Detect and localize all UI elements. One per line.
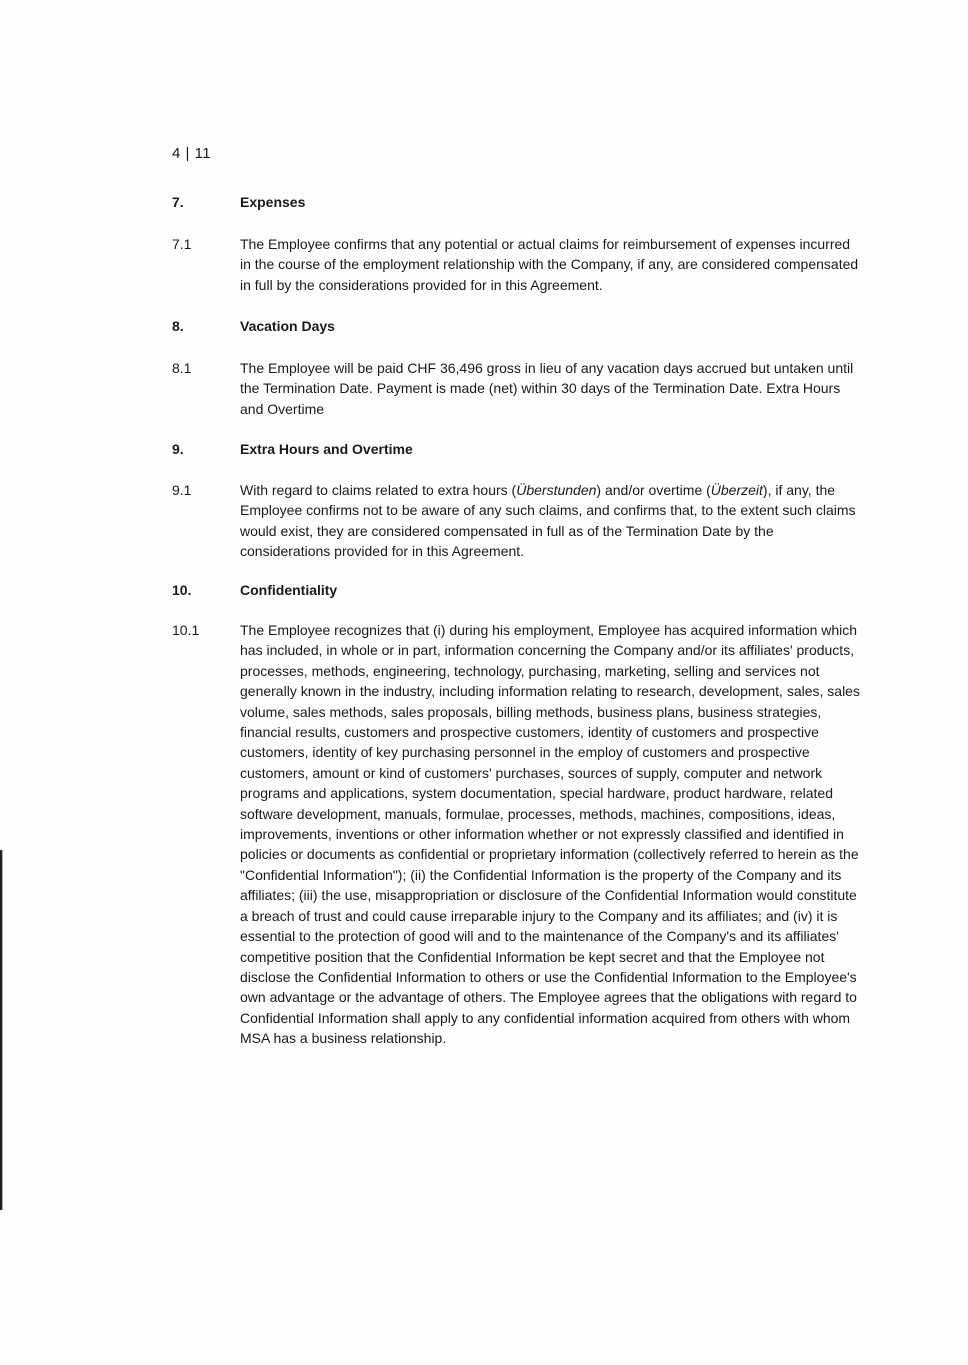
german-term-uberstunden: Überstunden [516, 482, 597, 498]
clause-number: 10.1 [172, 622, 200, 638]
section-heading-vacation-days [172, 316, 872, 336]
clause-text-part: ) and/or overtime ( [596, 482, 711, 498]
clause-text [240, 480, 862, 561]
section-number: 8. [172, 318, 184, 334]
clause-text-part: ), if any, the Employee confirms not to be aware of any such claims, and confirms that, to the extent such claims would exist, they are considered compensated in full as of the Termination Date by the considerations provided for in this Agreement. [240, 482, 856, 559]
clause-number: 9.1 [172, 482, 192, 498]
clause-text-part: With regard to claims related to extra hours ( [240, 482, 517, 498]
clause-number: 8.1 [172, 360, 192, 376]
section-title: Extra Hours and Overtime [240, 441, 413, 457]
section-title: Vacation Days [240, 318, 335, 334]
section-heading-extra-hours [172, 439, 872, 459]
clause-9-1 [172, 480, 872, 561]
clause-text: The Employee will be paid CHF 36,496 gross in lieu of any vacation days accrued but untaken until the Termination Date. Payment is made (net) within 30 days of the Termination Date. Extra Hours and Overtime [240, 360, 854, 417]
section-title: Expenses [240, 194, 306, 210]
clause-7-1 [172, 234, 872, 295]
section-heading-confidentiality [172, 580, 872, 600]
clause-number: 7.1 [172, 236, 192, 252]
section-number: 7. [172, 194, 184, 210]
clause-10-1 [172, 620, 872, 1049]
scan-edge-shadow [0, 850, 3, 1210]
section-title: Confidentiality [240, 582, 338, 598]
page-number: 4 | 11 [172, 145, 212, 162]
clause-text: The Employee confirms that any potential or actual claims for reimbursement of expenses incurred in the course of the employment relationship with the Company, if any, are considered compensated in full by the considerations provided for in this Agreement. [240, 236, 859, 293]
clause-8-1 [172, 358, 872, 419]
section-number: 10. [172, 582, 192, 598]
clause-text: The Employee recognizes that (i) during his employment, Employee has acquired information which has included, in whole or in part, information concerning the Company and/or its affiliates' products, processes, methods, engineering, technology, purchasing, marketing, selling and services not generally known in the industry, including information relating to research, development, sales, sales volume, sales methods, sales proposals, billing methods, business plans, business strategies, financial results, customers and prospective customers, identity of customers and prospective customers, identity of key purchasing personnel in the employ of customers and prospective customers, amount or kind of customers' purchases, sources of supply, computer and network programs and applications, system documentation, special hardware, product hardware, related software development, manuals, formulae, processes, methods, machines, compositions, ideas, improvements, inventions or other information whether or not expressly classified and identified in policies or documents as confidential or proprietary information (collectively referred to herein as the "Confidential Information"); (ii) the Confidential Information is the property of the Company and its affiliates; (iii) the use, misappropriation or disclosure of the Confidential Information would constitute a breach of trust and could cause irreparable injury to the Company and its affiliates; and (iv) it is essential to the protection of good will and to the maintenance of the Company's and its affiliates' competitive position that the Confidential Information be kept secret and that the Employee not disclose the Confidential Information to others or use the Confidential Information to the Employee's own advantage or the advantage of others. The Employee agrees that the obligations with regard to Confidential Information shall apply to any confidential information acquired from others with whom MSA has a business relationship. [240, 622, 860, 1047]
section-heading-expenses [172, 192, 872, 212]
section-number: 9. [172, 441, 184, 457]
german-term-uberzeit: Überzeit [710, 482, 763, 498]
